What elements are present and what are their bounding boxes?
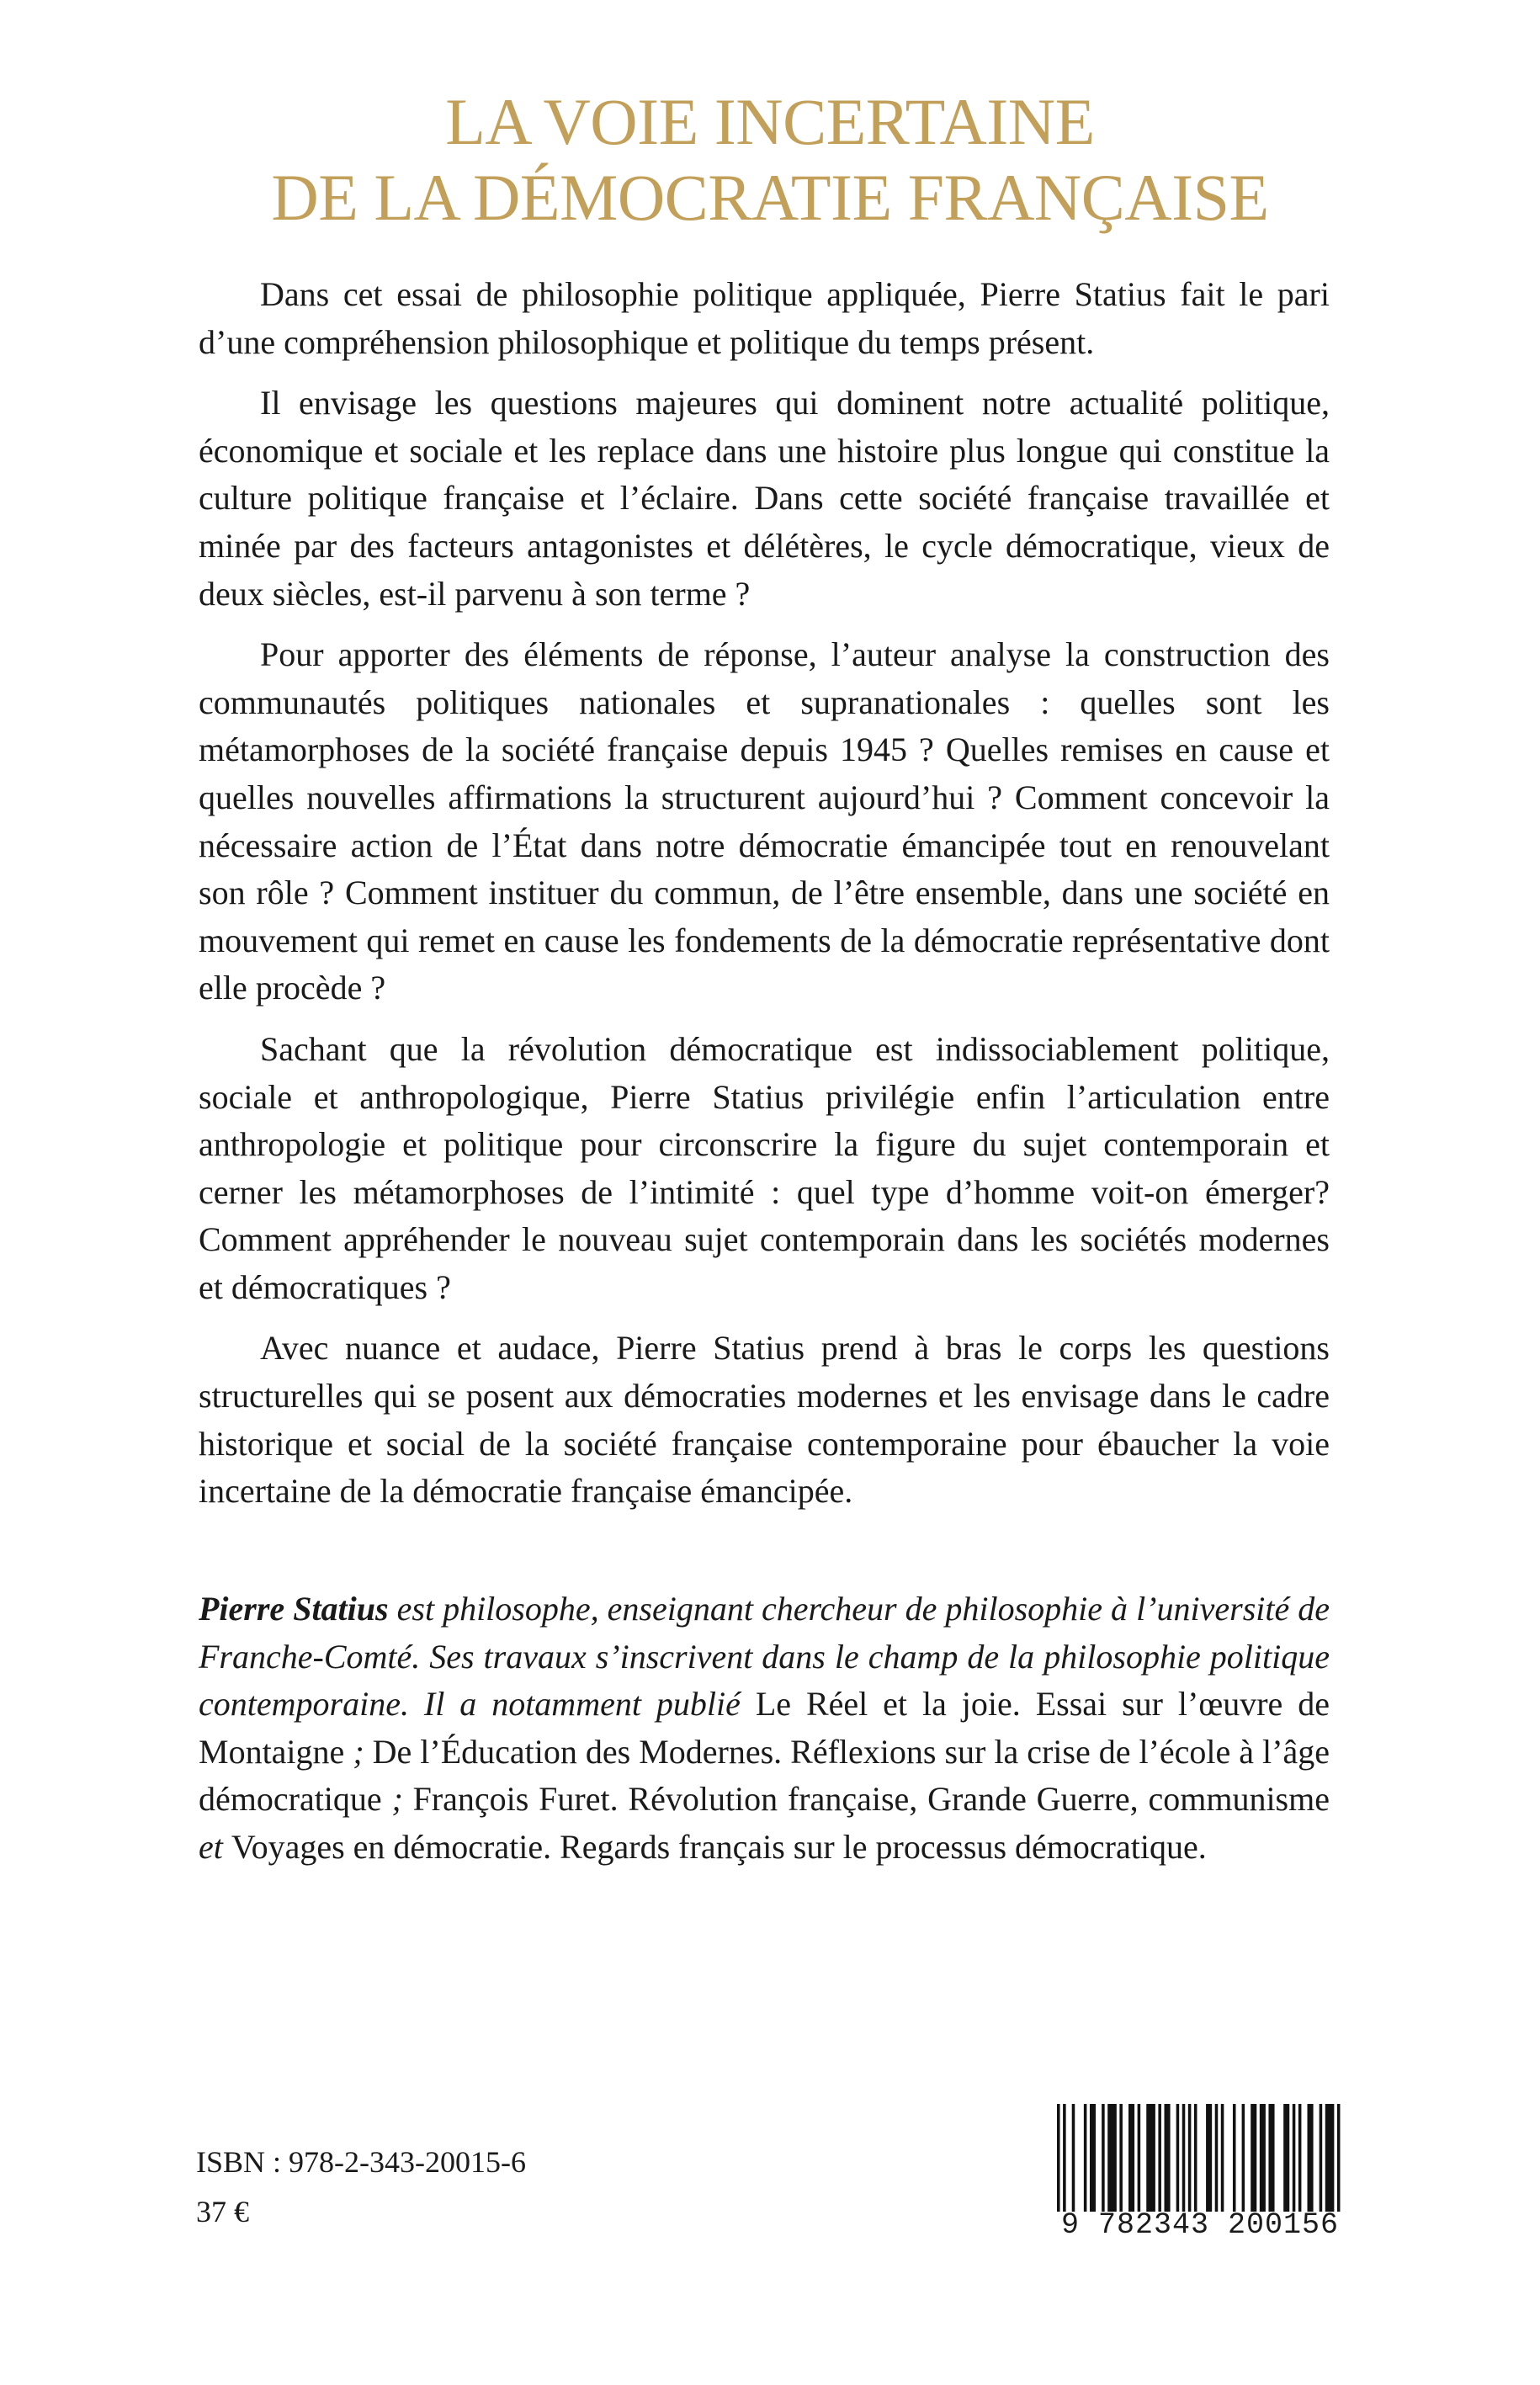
book-title [0,84,1540,236]
barcode-bar [1138,2104,1141,2212]
barcode-bar [1268,2104,1274,2212]
title-line-2: DE LA DÉMOCRATIE FRANÇAISE [271,161,1269,234]
barcode-bar [1283,2104,1289,2212]
barcode-bar [1215,2104,1219,2212]
book-title-2: De l’Éducation des Modernes. Réflexions sur la crise de l’école à l’âge démocratique [199,1732,1330,1819]
barcode-bar [1102,2104,1105,2212]
price: 37 € [196,2195,249,2228]
barcode-digits: 9 782343 200156 [1060,2208,1340,2242]
barcode-bars [1057,2104,1343,2212]
summary-paragraph: Avec nuance et audace, Pierre Statius prend à bras le corps les questions structurelles qui se posent aux démocraties modernes et les envisage dans le cadre historique et social de la société française contemporaine pour ébaucher la voie incertaine de la démocratie française émancipée. [199,1329,1330,1511]
barcode-bar [1337,2104,1341,2212]
barcode-bar [1308,2104,1314,2212]
summary-paragraph: Sachant que la révolution démocratique est indissociablement politique, sociale et anthropologique, Pierre Statius privilégie enfin l’articulation entre anthropologie et politique pour circonscrire la figure du sujet contemporain et cerner les métamorphoses de l’intimité : quel type d’homme voit-on émerger? Comment appréhender le nouveau sujet contemporain dans les sociétés modernes et démocratiques ? [199,1029,1330,1306]
book-title-4: Voyages en démocratie. Regards français sur le processus démocratique. [231,1827,1207,1866]
bio-separator: ; [381,1780,413,1819]
author-name: Pierre Statius [199,1590,389,1628]
barcode-bar [1298,2104,1302,2212]
summary-paragraph: Pour apporter des éléments de réponse, l’auteur analyse la construction des communautés politiques nationales et supranationales : quelles sont les métamorphoses de la société française depuis 1945 ? Quelles remises en cause et quelles nouvelles affirmations la structurent aujourd’hui ? Comment concevoir la nécessaire action de l’État dans notre démocratie émancipée tout en renouvelant son rôle ? Comment instituer du commun, de l’être ensemble, dans une société en mouvement qui remet en cause les fondements de la démocratie représentative dont elle procède ? [199,635,1330,1007]
barcode-bar [1325,2104,1335,2212]
isbn: ISBN : 978-2-343-20015-6 [196,2145,526,2179]
barcode-bar [1194,2104,1197,2212]
barcode-bar [1057,2104,1060,2212]
barcode-bar [1260,2104,1266,2212]
bio-separator: ; [344,1732,373,1771]
barcode-bar [1206,2104,1212,2212]
summary-paragraph: Il envisage les questions majeures qui dominent notre actualité politique, économique et sociale et les replace dans une histoire plus longue qui constitue la culture politique française et l’éclaire. Dans cette société française travaillée et minée par des facteurs antagonistes et délétères, le cycle démocratique, vieux de deux siècles, est-il parvenu à son terme ? [199,384,1330,613]
title-line-1: LA VOIE INCERTAINE [445,85,1095,158]
barcode-bar [1165,2104,1171,2212]
barcode-bar [1182,2104,1186,2212]
barcode-bar [1176,2104,1180,2212]
barcode-bar [1119,2104,1123,2212]
barcode-bar [1146,2104,1155,2212]
summary-paragraph: Dans cet essai de philosophie politique appliquée, Pierre Statius fait le pari d’une compréhension philosophique et politique du temps présent. [199,275,1330,361]
barcode-bar [1233,2104,1236,2212]
author-bio [199,1586,1330,1872]
barcode-bar [1158,2104,1161,2212]
barcode-bar [1072,2104,1075,2212]
book-title-1: Le Réel et la joie. Essai sur l’œuvre de Montaigne [199,1685,1330,1771]
barcode-bar [1221,2104,1224,2212]
barcode-bar [1293,2104,1296,2212]
barcode-bar [1128,2104,1134,2212]
bio-text: est philosophe, enseignant chercheur de philosophie à l’université de Franche-Comté. Ses travaux s’inscrivent dans le champ de la philosophie politique contemporaine. Il a notamment publié [199,1590,1330,1724]
barcode-bar [1188,2104,1192,2212]
book-title-3: François Furet. Révolution française, Grande Guerre, communisme [412,1780,1330,1819]
barcode-bar [1090,2104,1096,2212]
barcode-bar [1107,2104,1117,2212]
summary-text [199,271,1330,1529]
bio-separator: et [199,1827,231,1866]
barcode-bar [1063,2104,1066,2212]
barcode-bar [1251,2104,1256,2212]
barcode-bar [1084,2104,1087,2212]
barcode-bar [1242,2104,1245,2212]
barcode [1057,2104,1343,2243]
barcode-bar [1320,2104,1323,2212]
